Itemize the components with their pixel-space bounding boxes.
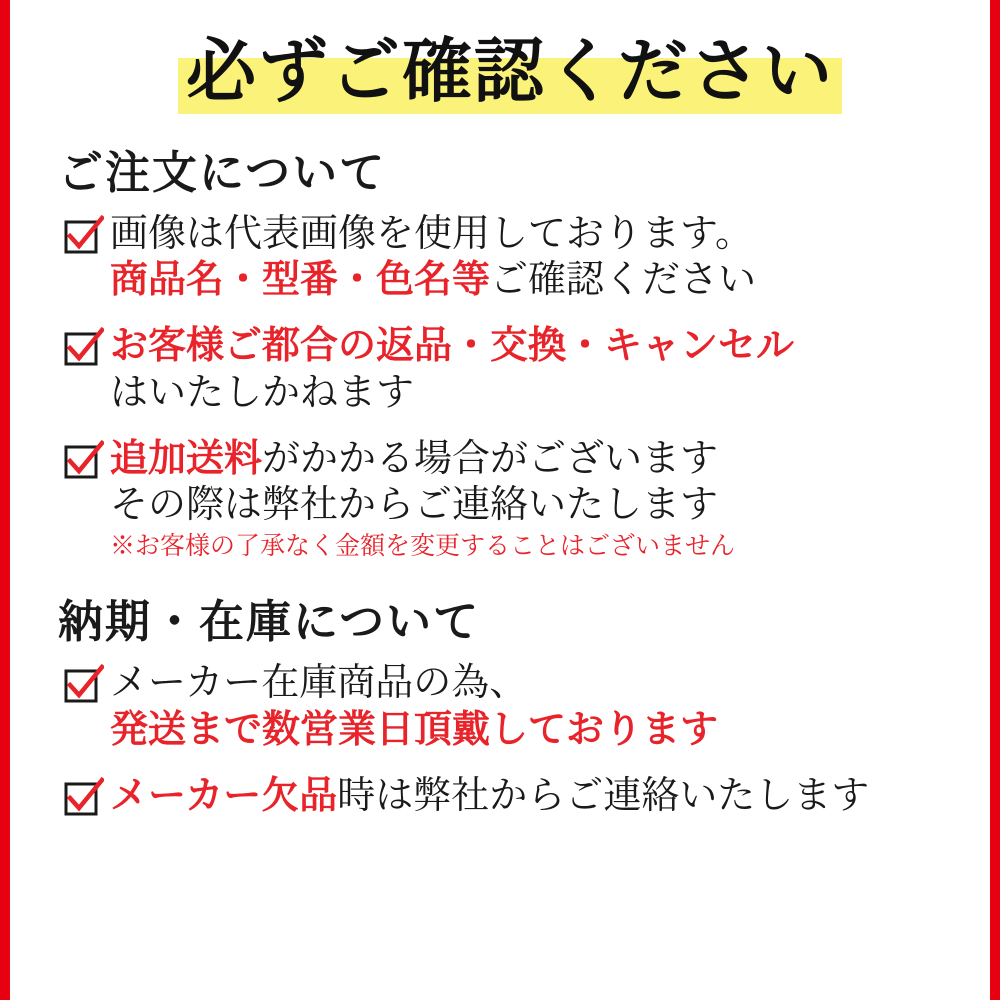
list-item <box>64 323 1000 416</box>
list-item-line: 画像は代表画像を使用しております。 <box>110 212 753 255</box>
list-item-line: お客様ご都合の返品・交換・キャンセル <box>110 325 795 368</box>
list-item-line <box>110 773 1000 819</box>
notice-content <box>20 0 1000 1000</box>
section-heading-delivery: 納期・在庫について <box>58 597 481 648</box>
list-item-line-black: がかかる場合がございます <box>262 437 719 480</box>
page-title <box>178 36 842 110</box>
list-item <box>64 211 1000 304</box>
check-box-icon <box>64 215 104 255</box>
list-item-lines <box>110 660 1000 753</box>
page-title-text: 必ずご確認ください <box>186 34 834 111</box>
list-item-line-red: 追加送料 <box>110 437 263 480</box>
check-box-icon <box>64 327 104 367</box>
list-item-lines <box>110 436 1000 563</box>
list-item-line: はいたしかねます <box>110 371 415 414</box>
page-title-wrap <box>20 36 1000 110</box>
check-box-icon <box>64 440 104 480</box>
list-item-lines <box>110 773 1000 819</box>
check-box-icon <box>64 777 104 817</box>
list-item-line-black: 時は弊社からご連絡いたします <box>337 774 870 817</box>
check-box-icon <box>64 664 104 704</box>
list-item <box>64 773 1000 819</box>
list-item <box>64 436 1000 563</box>
list-item-lines <box>110 211 1000 304</box>
list-item <box>64 660 1000 753</box>
list-item-line-black: ご確認ください <box>490 258 757 301</box>
list-item-line-red: メーカー欠品 <box>110 774 338 817</box>
list-item-line-red: 商品名・型番・色名等 <box>110 258 491 301</box>
list-item-line: その際は弊社からご連絡いたします <box>110 484 719 527</box>
list-item-lines <box>110 323 1000 416</box>
section-heading-order: ご注文について <box>58 147 387 198</box>
list-item-line <box>110 257 1000 303</box>
list-item-line: メーカー在庫商品の為、 <box>110 662 528 705</box>
list-item-line <box>110 436 1000 482</box>
list-item-note: ※お客様の了承なく金額を変更することはございません <box>110 532 736 560</box>
list-item-line: 発送まで数営業日頂戴しております <box>110 708 719 751</box>
